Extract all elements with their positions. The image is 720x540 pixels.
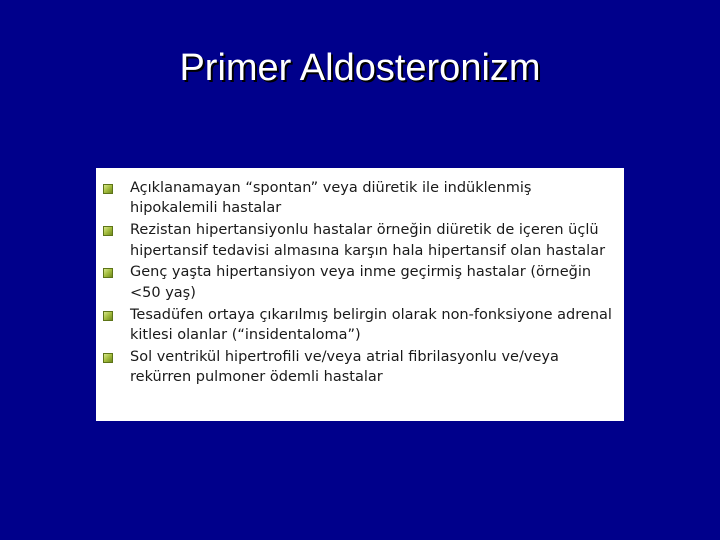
list-item <box>96 305 624 346</box>
list-item <box>96 262 624 303</box>
square-bullet-icon <box>103 311 113 321</box>
slide-title: Primer Aldosteronizm <box>179 47 541 89</box>
square-bullet-icon <box>103 268 113 278</box>
square-bullet-icon <box>103 226 113 236</box>
list-item <box>96 178 624 219</box>
square-bullet-icon <box>103 353 113 363</box>
list-item <box>96 220 624 261</box>
bullet-text: Sol ventrikül hipertrofili ve/veya atrial fibrilasyonlu ve/veya rekürren pulmoner ödemli hastalar <box>130 348 559 386</box>
bullet-text: Genç yaşta hipertansiyon veya inme geçirmiş hastalar (örneğin <50 yaş) <box>130 264 592 301</box>
bullet-list <box>96 178 624 389</box>
content-box <box>96 168 624 421</box>
square-bullet-icon <box>103 184 113 194</box>
bullet-text: Tesadüfen ortaya çıkarılmış belirgin olarak non-fonksiyone adrenal kitlesi olanlar (“insidentaloma”) <box>130 306 612 344</box>
bullet-text: Açıklanamayan “spontan” veya diüretik ile indüklenmiş hipokalemili hastalar <box>130 180 532 217</box>
bullet-text: Rezistan hipertansiyonlu hastalar örneğin diüretik de içeren üçlü hipertansif tedavisi almasına karşın hala hipertansif olan hastalar <box>130 222 606 259</box>
list-item <box>96 347 624 388</box>
